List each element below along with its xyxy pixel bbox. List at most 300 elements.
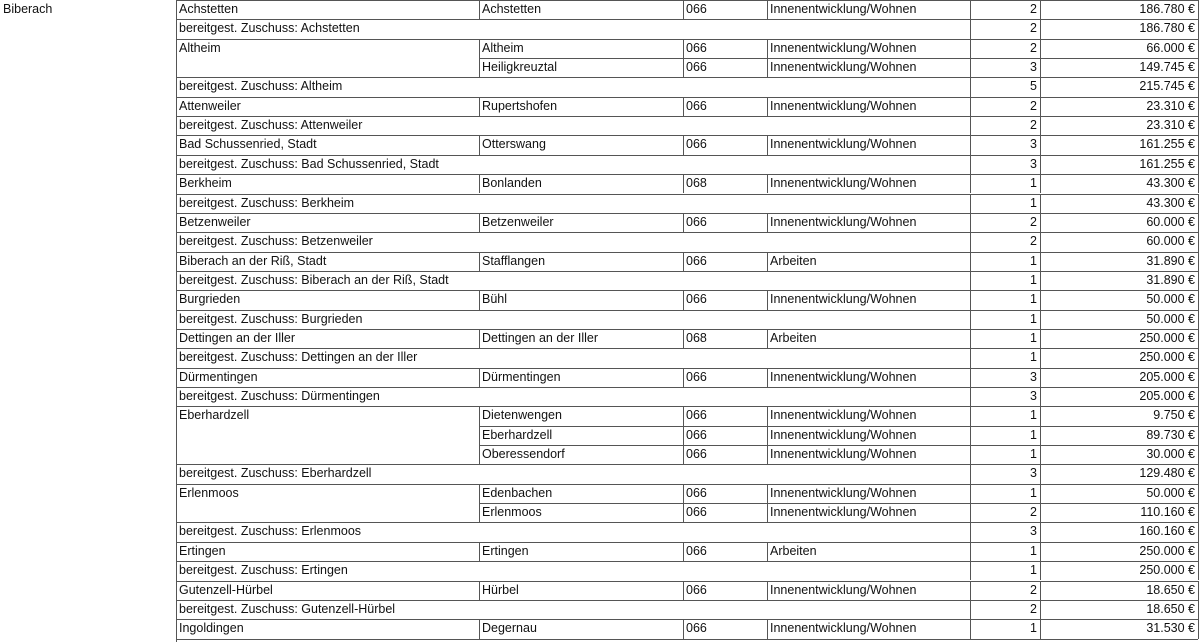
cell-divider <box>767 58 768 77</box>
cell-divider <box>683 97 684 116</box>
count-cell: 2 <box>1030 118 1037 133</box>
cell-divider <box>970 155 971 174</box>
count-cell: 1 <box>1030 311 1037 326</box>
cell-divider <box>970 0 971 19</box>
code-cell: 066 <box>686 369 707 384</box>
gemeinde-cell <box>176 58 479 77</box>
subtotal-label: bereitgest. Zuschuss: Dürmentingen <box>179 389 380 403</box>
cell-divider <box>1040 77 1041 96</box>
cell-divider <box>683 581 684 600</box>
code-cell: 066 <box>686 253 707 268</box>
ortsteil-cell: Rupertshofen <box>482 98 558 113</box>
cell-divider <box>479 135 480 154</box>
cell-divider <box>970 445 971 464</box>
cell-divider <box>1198 387 1199 406</box>
cell-divider <box>970 464 971 483</box>
count-cell: 2 <box>1030 505 1037 520</box>
cell-divider <box>767 445 768 464</box>
cell-divider <box>970 522 971 541</box>
cell-divider <box>479 503 480 522</box>
cell-divider <box>1040 348 1041 367</box>
category-cell: Innenentwicklung/Wohnen <box>770 485 917 500</box>
row-divider <box>176 542 1198 543</box>
category-cell: Innenentwicklung/Wohnen <box>770 137 917 152</box>
cell-divider <box>683 445 684 464</box>
subtotal-label: bereitgest. Zuschuss: Altheim <box>179 79 343 94</box>
amount-cell: 89.730 € <box>1146 427 1195 442</box>
cell-divider <box>970 387 971 406</box>
cell-divider <box>970 484 971 503</box>
subtotal-label: bereitgest. Zuschuss: Betzenweiler <box>179 234 373 249</box>
row-divider <box>176 232 1198 233</box>
code-cell: 068 <box>686 330 707 345</box>
ortsteil-cell: Erlenmoos <box>482 505 542 520</box>
amount-cell: 215.745 € <box>1139 79 1195 94</box>
subtotal-label: bereitgest. Zuschuss: Biberach an der Riß, Stadt <box>179 272 449 287</box>
subtotal-label: bereitgest. Zuschuss: Erlenmoos <box>179 524 362 539</box>
gemeinde-cell: Burgrieden <box>179 292 241 307</box>
gemeinde-cell: Erlenmoos <box>179 485 239 500</box>
gemeinde-cell: Altheim <box>179 40 221 55</box>
row-divider <box>176 194 1198 195</box>
cell-divider <box>1040 232 1041 251</box>
cell-divider <box>970 348 971 367</box>
cell-divider <box>1198 600 1199 619</box>
gemeinde-cell: Eberhardzell <box>179 408 250 423</box>
cell-divider <box>970 561 971 580</box>
cell-divider <box>970 329 971 348</box>
amount-cell: 149.745 € <box>1139 60 1195 75</box>
amount-cell: 18.650 € <box>1146 582 1195 597</box>
code-cell: 066 <box>686 505 707 520</box>
code-cell: 066 <box>686 60 707 75</box>
cell-divider <box>1198 561 1199 580</box>
amount-cell: 186.780 € <box>1139 2 1195 16</box>
cell-divider <box>479 39 480 58</box>
cell-divider <box>1198 348 1199 367</box>
subtotal-label: bereitgest. Zuschuss: Bad Schussenried, Stadt <box>179 156 439 171</box>
gemeinde-cell: Dürmentingen <box>179 369 258 384</box>
cell-divider <box>1198 619 1199 638</box>
cell-divider <box>1198 155 1199 174</box>
ortsteil-cell: Hürbel <box>482 582 519 597</box>
row-divider <box>176 252 1198 253</box>
row-divider <box>176 561 1198 562</box>
cell-divider <box>970 600 971 619</box>
cell-divider <box>767 135 768 154</box>
category-cell: Innenentwicklung/Wohnen <box>770 176 917 191</box>
gemeinde-cell <box>176 503 479 522</box>
count-cell: 1 <box>1030 253 1037 268</box>
count-cell: 3 <box>1030 369 1037 384</box>
row-divider <box>479 58 1198 59</box>
cell-divider <box>767 213 768 232</box>
cell-divider <box>1040 213 1041 232</box>
cell-divider <box>970 97 971 116</box>
cell-divider <box>767 252 768 271</box>
amount-cell: 23.310 € <box>1146 118 1195 133</box>
cell-divider <box>1040 290 1041 309</box>
cell-divider <box>1198 0 1199 19</box>
row-divider <box>176 329 1198 330</box>
cell-divider <box>1040 600 1041 619</box>
category-cell: Innenentwicklung/Wohnen <box>770 2 917 16</box>
cell-divider <box>767 426 768 445</box>
row-divider <box>176 387 1198 388</box>
amount-cell: 205.000 € <box>1139 389 1195 403</box>
cell-divider <box>1040 194 1041 213</box>
cell-divider <box>970 426 971 445</box>
subtotal-label: bereitgest. Zuschuss: Berkheim <box>179 195 355 210</box>
count-cell: 5 <box>1030 79 1037 94</box>
cell-divider <box>479 619 480 638</box>
amount-cell: 43.300 € <box>1146 176 1195 191</box>
gemeinde-cell: Biberach an der Riß, Stadt <box>179 253 327 268</box>
ortsteil-cell: Betzenweiler <box>482 214 554 229</box>
cell-divider <box>683 290 684 309</box>
cell-divider <box>683 406 684 425</box>
cell-divider <box>970 135 971 154</box>
row-divider <box>479 503 1198 504</box>
category-cell: Arbeiten <box>770 330 817 345</box>
amount-cell: 186.780 € <box>1139 21 1195 36</box>
cell-divider <box>970 271 971 290</box>
cell-divider <box>1198 194 1199 213</box>
ortsteil-cell: Stafflangen <box>482 253 546 268</box>
cell-divider <box>767 39 768 58</box>
row-divider <box>176 368 1198 369</box>
code-cell: 066 <box>686 2 707 16</box>
cell-divider <box>1198 58 1199 77</box>
amount-cell: 9.750 € <box>1153 408 1195 423</box>
cell-divider <box>683 329 684 348</box>
row-divider <box>176 19 1198 20</box>
cell-divider <box>970 368 971 387</box>
cell-divider <box>970 19 971 38</box>
row-divider <box>176 213 1198 214</box>
cell-divider <box>970 581 971 600</box>
row-divider <box>176 97 1198 98</box>
cell-divider <box>479 406 480 425</box>
cell-divider <box>1040 522 1041 541</box>
amount-cell: 50.000 € <box>1146 311 1195 326</box>
category-cell: Innenentwicklung/Wohnen <box>770 98 917 113</box>
code-cell: 066 <box>686 447 707 462</box>
code-cell: 068 <box>686 176 707 191</box>
cell-divider <box>767 619 768 638</box>
count-cell: 3 <box>1030 137 1037 152</box>
cell-divider <box>683 135 684 154</box>
count-cell: 1 <box>1030 447 1037 462</box>
count-cell: 3 <box>1030 466 1037 481</box>
row-divider <box>176 639 1198 640</box>
cell-divider <box>970 116 971 135</box>
subtotal-label: bereitgest. Zuschuss: Gutenzell-Hürbel <box>179 601 396 616</box>
cell-divider <box>1040 484 1041 503</box>
cell-divider <box>970 619 971 638</box>
cell-divider <box>683 503 684 522</box>
count-cell: 3 <box>1030 524 1037 539</box>
ortsteil-cell: Altheim <box>482 40 524 55</box>
amount-cell: 250.000 € <box>1139 563 1195 578</box>
count-cell: 1 <box>1030 543 1037 558</box>
cell-divider <box>767 97 768 116</box>
cell-divider <box>1198 232 1199 251</box>
count-cell: 2 <box>1030 40 1037 55</box>
cell-divider <box>683 174 684 193</box>
amount-cell: 129.480 € <box>1139 466 1195 481</box>
category-cell: Innenentwicklung/Wohnen <box>770 40 917 55</box>
count-cell: 1 <box>1030 176 1037 191</box>
amount-cell: 60.000 € <box>1146 214 1195 229</box>
gemeinde-cell: Achstetten <box>179 2 239 16</box>
district-cell: Biberach <box>3 2 53 16</box>
cell-divider <box>970 542 971 561</box>
cell-divider <box>1040 619 1041 638</box>
cell-divider <box>1040 97 1041 116</box>
cell-divider <box>1198 329 1199 348</box>
ortsteil-cell: Achstetten <box>482 2 542 16</box>
cell-divider <box>1198 77 1199 96</box>
subtotal-label: bereitgest. Zuschuss: Achstetten <box>179 21 360 36</box>
cell-divider <box>1040 561 1041 580</box>
ortsteil-cell: Heiligkreuztal <box>482 60 558 75</box>
cell-divider <box>970 290 971 309</box>
amount-cell: 23.310 € <box>1146 98 1195 113</box>
cell-divider <box>1040 271 1041 290</box>
cell-divider <box>970 310 971 329</box>
cell-divider <box>683 619 684 638</box>
row-divider <box>176 0 1198 1</box>
ortsteil-cell: Dietenwengen <box>482 408 562 423</box>
cell-divider <box>479 252 480 271</box>
count-cell: 1 <box>1030 408 1037 423</box>
ortsteil-cell: Eberhardzell <box>482 427 553 442</box>
code-cell: 066 <box>686 427 707 442</box>
amount-cell: 110.160 € <box>1140 505 1195 520</box>
cell-divider <box>1040 19 1041 38</box>
code-cell: 066 <box>686 292 707 307</box>
ortsteil-cell: Dettingen an der Iller <box>482 330 599 345</box>
cell-divider <box>1040 406 1041 425</box>
gemeinde-cell <box>176 445 479 464</box>
cell-divider <box>683 0 684 19</box>
amount-cell: 250.000 € <box>1139 350 1195 365</box>
category-cell: Innenentwicklung/Wohnen <box>770 408 917 423</box>
count-cell: 2 <box>1030 214 1037 229</box>
cell-divider <box>479 368 480 387</box>
cell-divider <box>683 484 684 503</box>
cell-divider <box>767 329 768 348</box>
cell-divider <box>1040 58 1041 77</box>
cell-divider <box>970 58 971 77</box>
cell-divider <box>1040 135 1041 154</box>
amount-cell: 60.000 € <box>1146 234 1195 249</box>
cell-divider <box>479 426 480 445</box>
cell-divider <box>1040 310 1041 329</box>
code-cell: 066 <box>686 582 707 597</box>
cell-divider <box>1198 503 1199 522</box>
cell-divider <box>970 77 971 96</box>
cell-divider <box>970 503 971 522</box>
code-cell: 066 <box>686 214 707 229</box>
count-cell: 1 <box>1030 292 1037 307</box>
cell-divider <box>1198 116 1199 135</box>
cell-divider <box>683 426 684 445</box>
row-divider <box>176 39 1198 40</box>
cell-divider <box>1040 542 1041 561</box>
cell-divider <box>1040 155 1041 174</box>
gemeinde-cell: Ertingen <box>179 543 226 558</box>
cell-divider <box>1198 290 1199 309</box>
gemeinde-cell: Betzenweiler <box>179 214 251 229</box>
cell-divider <box>1040 503 1041 522</box>
cell-divider <box>767 581 768 600</box>
code-cell: 066 <box>686 98 707 113</box>
cell-divider <box>767 406 768 425</box>
count-cell: 2 <box>1030 2 1037 16</box>
category-cell: Innenentwicklung/Wohnen <box>770 60 917 75</box>
row-divider <box>176 484 1198 485</box>
count-cell: 1 <box>1030 195 1037 210</box>
count-cell: 1 <box>1030 563 1037 578</box>
cell-divider <box>683 542 684 561</box>
row-divider <box>479 426 1198 427</box>
count-cell: 3 <box>1030 389 1037 403</box>
count-cell: 1 <box>1030 427 1037 442</box>
amount-cell: 250.000 € <box>1139 543 1195 558</box>
cell-divider <box>1198 426 1199 445</box>
amount-cell: 205.000 € <box>1139 369 1195 384</box>
cell-divider <box>1040 174 1041 193</box>
amount-cell: 43.300 € <box>1146 195 1195 210</box>
category-cell: Innenentwicklung/Wohnen <box>770 582 917 597</box>
subtotal-label: bereitgest. Zuschuss: Burgrieden <box>179 311 363 326</box>
cell-divider <box>970 252 971 271</box>
cell-divider <box>1198 271 1199 290</box>
category-cell: Innenentwicklung/Wohnen <box>770 621 917 636</box>
gemeinde-cell <box>176 426 479 445</box>
amount-cell: 30.000 € <box>1146 447 1195 462</box>
ortsteil-cell: Bonlanden <box>482 176 542 191</box>
cell-divider <box>1198 368 1199 387</box>
cell-divider <box>1198 310 1199 329</box>
count-cell: 2 <box>1030 98 1037 113</box>
row-divider <box>176 406 1198 407</box>
ortsteil-cell: Edenbachen <box>482 485 553 500</box>
amount-cell: 161.255 € <box>1139 137 1195 152</box>
row-divider <box>176 77 1198 78</box>
gemeinde-cell: Gutenzell-Hürbel <box>179 582 273 597</box>
amount-cell: 250.000 € <box>1139 330 1195 345</box>
count-cell: 2 <box>1030 601 1037 616</box>
category-cell: Arbeiten <box>770 543 817 558</box>
cell-divider <box>1040 445 1041 464</box>
amount-cell: 18.650 € <box>1146 601 1195 616</box>
cell-divider <box>767 542 768 561</box>
cell-divider <box>1198 135 1199 154</box>
cell-divider <box>1198 445 1199 464</box>
cell-divider <box>1198 581 1199 600</box>
cell-divider <box>1040 426 1041 445</box>
gemeinde-cell: Dettingen an der Iller <box>179 330 296 345</box>
cell-divider <box>767 503 768 522</box>
cell-divider <box>970 213 971 232</box>
cell-divider <box>1040 0 1041 19</box>
cell-divider <box>1198 464 1199 483</box>
subtotal-label: bereitgest. Zuschuss: Attenweiler <box>179 118 363 133</box>
row-divider <box>176 619 1198 620</box>
cell-divider <box>479 542 480 561</box>
code-cell: 066 <box>686 543 707 558</box>
amount-cell: 50.000 € <box>1146 485 1195 500</box>
cell-divider <box>1198 97 1199 116</box>
cell-divider <box>1198 406 1199 425</box>
cell-divider <box>1198 522 1199 541</box>
cell-divider <box>479 484 480 503</box>
category-cell: Innenentwicklung/Wohnen <box>770 505 917 520</box>
gemeinde-cell: Berkheim <box>179 176 232 191</box>
row-divider <box>176 116 1198 117</box>
ortsteil-cell: Dürmentingen <box>482 369 561 384</box>
cell-divider <box>767 0 768 19</box>
category-cell: Innenentwicklung/Wohnen <box>770 214 917 229</box>
count-cell: 2 <box>1030 234 1037 249</box>
row-divider <box>176 310 1198 311</box>
code-cell: 066 <box>686 408 707 423</box>
count-cell: 3 <box>1030 156 1037 171</box>
row-divider <box>479 445 1198 446</box>
cell-divider <box>1198 174 1199 193</box>
cell-divider <box>479 213 480 232</box>
cell-divider <box>479 445 480 464</box>
cell-divider <box>479 174 480 193</box>
gemeinde-cell: Attenweiler <box>179 98 241 113</box>
cell-divider <box>683 368 684 387</box>
cell-divider <box>1040 39 1041 58</box>
row-divider <box>176 271 1198 272</box>
cell-divider <box>1040 368 1041 387</box>
cell-divider <box>1040 464 1041 483</box>
cell-divider <box>1040 116 1041 135</box>
cell-divider <box>1198 252 1199 271</box>
cell-divider <box>479 58 480 77</box>
cell-divider <box>683 58 684 77</box>
code-cell: 066 <box>686 40 707 55</box>
cell-divider <box>479 0 480 19</box>
subtotal-label: bereitgest. Zuschuss: Ertingen <box>179 563 348 578</box>
row-divider <box>176 155 1198 156</box>
cell-divider <box>1040 581 1041 600</box>
cell-divider <box>1040 329 1041 348</box>
cell-divider <box>970 406 971 425</box>
cell-divider <box>970 174 971 193</box>
cell-divider <box>1198 542 1199 561</box>
count-cell: 1 <box>1030 350 1037 365</box>
amount-cell: 31.890 € <box>1146 272 1195 287</box>
ortsteil-cell: Bühl <box>482 292 508 307</box>
amount-cell: 31.530 € <box>1146 621 1195 636</box>
subtotal-label: bereitgest. Zuschuss: Eberhardzell <box>179 466 372 481</box>
cell-divider <box>479 581 480 600</box>
cell-divider <box>767 174 768 193</box>
code-cell: 066 <box>686 485 707 500</box>
category-cell: Innenentwicklung/Wohnen <box>770 447 917 462</box>
cell-divider <box>479 290 480 309</box>
cell-divider <box>1198 39 1199 58</box>
amount-cell: 31.890 € <box>1146 253 1195 268</box>
cell-divider <box>767 368 768 387</box>
